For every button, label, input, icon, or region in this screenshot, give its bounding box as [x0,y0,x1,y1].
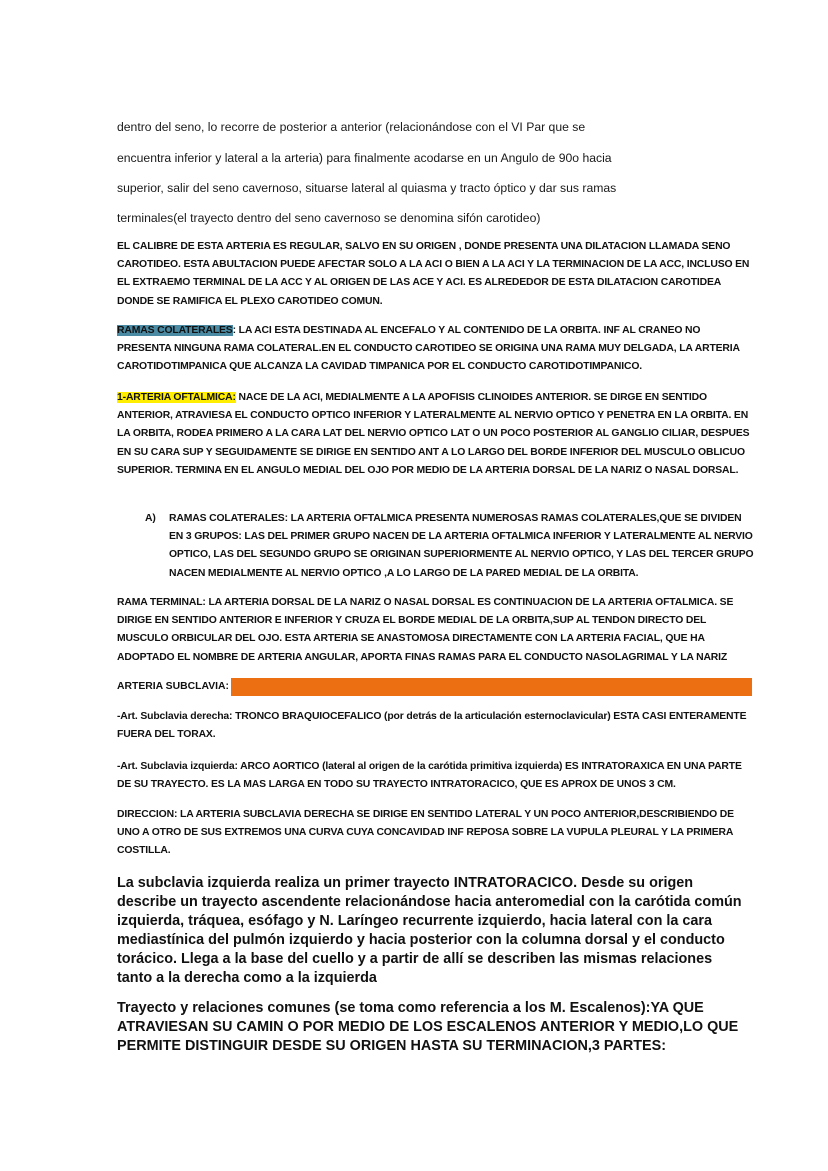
ramas-colaterales-paragraph [117,322,753,377]
oftalmica-text: NACE DE LA ACI, MEDIALMENTE A LA APOFISIS CLINOIDES ANTERIOR. SE DIRGE EN SENTIDO ANTERIOR, ATRAVIESA EL CONDUCTO OPTICO INFERIOR Y LATERALMENTE AL NERVIO OPTICO Y PENETRA EN LA ORBITA. EN LA ORBITA, RODEA PRIMERO A LA CARA LAT DEL NERVIO OPTICO LAT O UN POCO POSTERIOR AL GANGLIO CILIAR, DESPUES EN SU CARA SUP Y SEGUIDAMENTE SE DIRIGE EN SENTIDO ANT A LO LARGO DEL BORDE INFERIOR DEL MUSCULO OBLICUO SUPERIOR. TERMINA EN EL ANGULO MEDIAL DEL OJO POR MEDIO DE LA ARTERIA DORSAL DE LA NARIZ O NASAL DORSAL. [117,392,750,476]
subclavia-heading-bar [117,678,752,696]
subclavia-izq-trayecto-text: La subclavia izquierda realiza un primer trayecto INTRATORACICO. Desde su origen describe un trayecto ascendente relacionándose hacia anteromedial con la carótida común izquierda, tráquea, esófago y N. Laríngeo recurrente izquierdo, hacia lateral con la cara mediastínica del pulmón izquierdo y hacia posterior con la columna dorsal y el conducto torácico. Llega a la base del cuello y a partir de allí se describen las mismas relaciones tanto a la derecha como a la izquierda [117,875,742,986]
calibre-text: EL CALIBRE DE ESTA ARTERIA ES REGULAR, SALVO EN SU ORIGEN , DONDE PRESENTA UNA DILATACION LLAMADA SENO CAROTIDEO. ESTA ABULTACION PUEDE AFECTAR SOLO A LA ACI O BIEN A LA ACI Y LA TERMINACION DE LA ACC, INCLUSO EN EL EXTRAEMO TERMINAL DE LA ACC Y AL ORIGEN DE LAS ACE Y ACI. ES ALREDEDOR DE ESTA DILATACION CAROTIDEA DONDE SE RAMIFICA EL PLEXO CAROTIDEO COMUN. [117,241,750,307]
list-item-a [145,510,755,583]
rama-terminal-text: RAMA TERMINAL: LA ARTERIA DORSAL DE LA NARIZ O NASAL DORSAL ES CONTINUACION DE LA ARTERIA OFTALMICA. SE DIRIGE EN SENTIDO ANTERIOR E INFERIOR Y CRUZA EL BORDE MEDIAL DE LA ORBITA,SUP AL TENDON DIRECTO DEL MUSCULO ORBICULAR DEL OJO. ESTA ARTERIA SE ANASTOMOSA DIRECTAMENTE CON LA ARTERIA FACIAL, QUE HA ADOPTADO EL NOMBRE DE ARTERIA ANGULAR, APORTA FINAS RAMAS PARA EL CONDUCTO NASOLAGRIMAL Y LA NARIZ [117,597,734,663]
calibre-paragraph [117,238,753,311]
direccion-text: DIRECCION: LA ARTERIA SUBCLAVIA DERECHA SE DIRIGE EN SENTIDO LATERAL Y UN POCO ANTERIOR,DESCRIBIENDO DE UNO A OTRO DE SUS EXTREMOS UNA CURVA CUYA CONCAVIDAD INF REPOSA SOBRE LA VUPULA PLEURAL Y LA PRIMERA COSTILLA. [117,809,734,857]
trayecto-comunes-text: Trayecto y relaciones comunes (se toma como referencia a los M. Escalenos):YA QUE ATRAVIESAN SU CAMIN O POR MEDIO DE LOS ESCALENOS ANTERIOR Y MEDIO,LO QUE PERMITE DISTINGUIR DESDE SU ORIGEN HASTA SU TERMINACION,3 PARTES: [117,1000,739,1054]
intro-line-1: dentro del seno, lo recorre de posterior a anterior (relacionándose con el VI Par que se [117,120,586,134]
intro-line-3: superior, salir del seno cavernoso, situarse lateral al quiasma y tracto óptico y dar sus ramas [117,181,617,195]
subclavia-izquierda-paragraph [117,758,753,794]
subclavia-heading: ARTERIA SUBCLAVIA: [117,678,231,696]
list-marker: A) [145,513,156,524]
subclavia-izq-trayecto-paragraph [117,874,747,988]
list-item-text: RAMAS COLATERALES: LA ARTERIA OFTALMICA PRESENTA NUMEROSAS RAMAS COLATERALES,QUE SE DIVIDEN EN 3 GRUPOS: LAS DEL PRIMER GRUPO NACEN DE LA ARTERIA OFTALMICA INFERIOR Y LATERALMENTE AL NERVIO OPTICO, LAS DEL SEGUNDO GRUPO SE ORIGINAN SUPERIORMENTE AL NERVIO OPTICO, Y LAS DEL TERCER GRUPO NACEN MEDIALMENTE AL NERVIO OPTICO ,A LO LARGO DE LA PARED MEDIAL DE LA ORBITA. [169,513,754,579]
ramas-colaterales-heading: RAMAS COLATERALES [117,325,233,336]
oftalmica-heading: 1-ARTERIA OFTALMICA: [117,392,236,403]
intro-line-4: terminales(el trayecto dentro del seno cavernoso se denomina sifón carotideo) [117,211,541,225]
subclavia-izquierda-text: -Art. Subclavia izquierda: ARCO AORTICO (lateral al origen de la carótida primitiva izquierda) ES INTRATORAXICA EN UNA PARTE DE SU TRAYECTO. ES LA MAS LARGA EN TODO SU TRAYECTO INTRATORACICO, QUE ES APROX DE UNOS 3 CM. [117,761,742,791]
rama-terminal-paragraph [117,594,753,667]
ramas-colaterales-text: : LA ACI ESTA DESTINADA AL ENCEFALO Y AL CONTENIDO DE LA ORBITA. INF AL CRANEO NO PRESENTA NINGUNA RAMA COLATERAL.EN EL CONDUCTO CAROTIDEO SE ORIGINA UNA RAMA MUY DELGADA, LA ARTERIA CAROTIDOTIMPANICA QUE ALCANZA LA CAVIDAD TIMPANICA POR EL CONDUCTO CAROTIDOTIMPANICO. [117,325,740,373]
subclavia-derecha-text: -Art. Subclavia derecha: TRONCO BRAQUIOCEFALICO (por detrás de la articulación esternoclavicular) ESTA CASI ENTERAMENTE FUERA DEL TORAX. [117,711,747,741]
subclavia-derecha-paragraph [117,708,753,744]
trayecto-comunes-paragraph [117,999,747,1056]
intro-line-2: encuentra inferior y lateral a la arteria) para finalmente acodarse en un Angulo de 90o hacia [117,151,612,165]
direccion-paragraph [117,806,753,861]
oftalmica-paragraph [117,389,753,480]
